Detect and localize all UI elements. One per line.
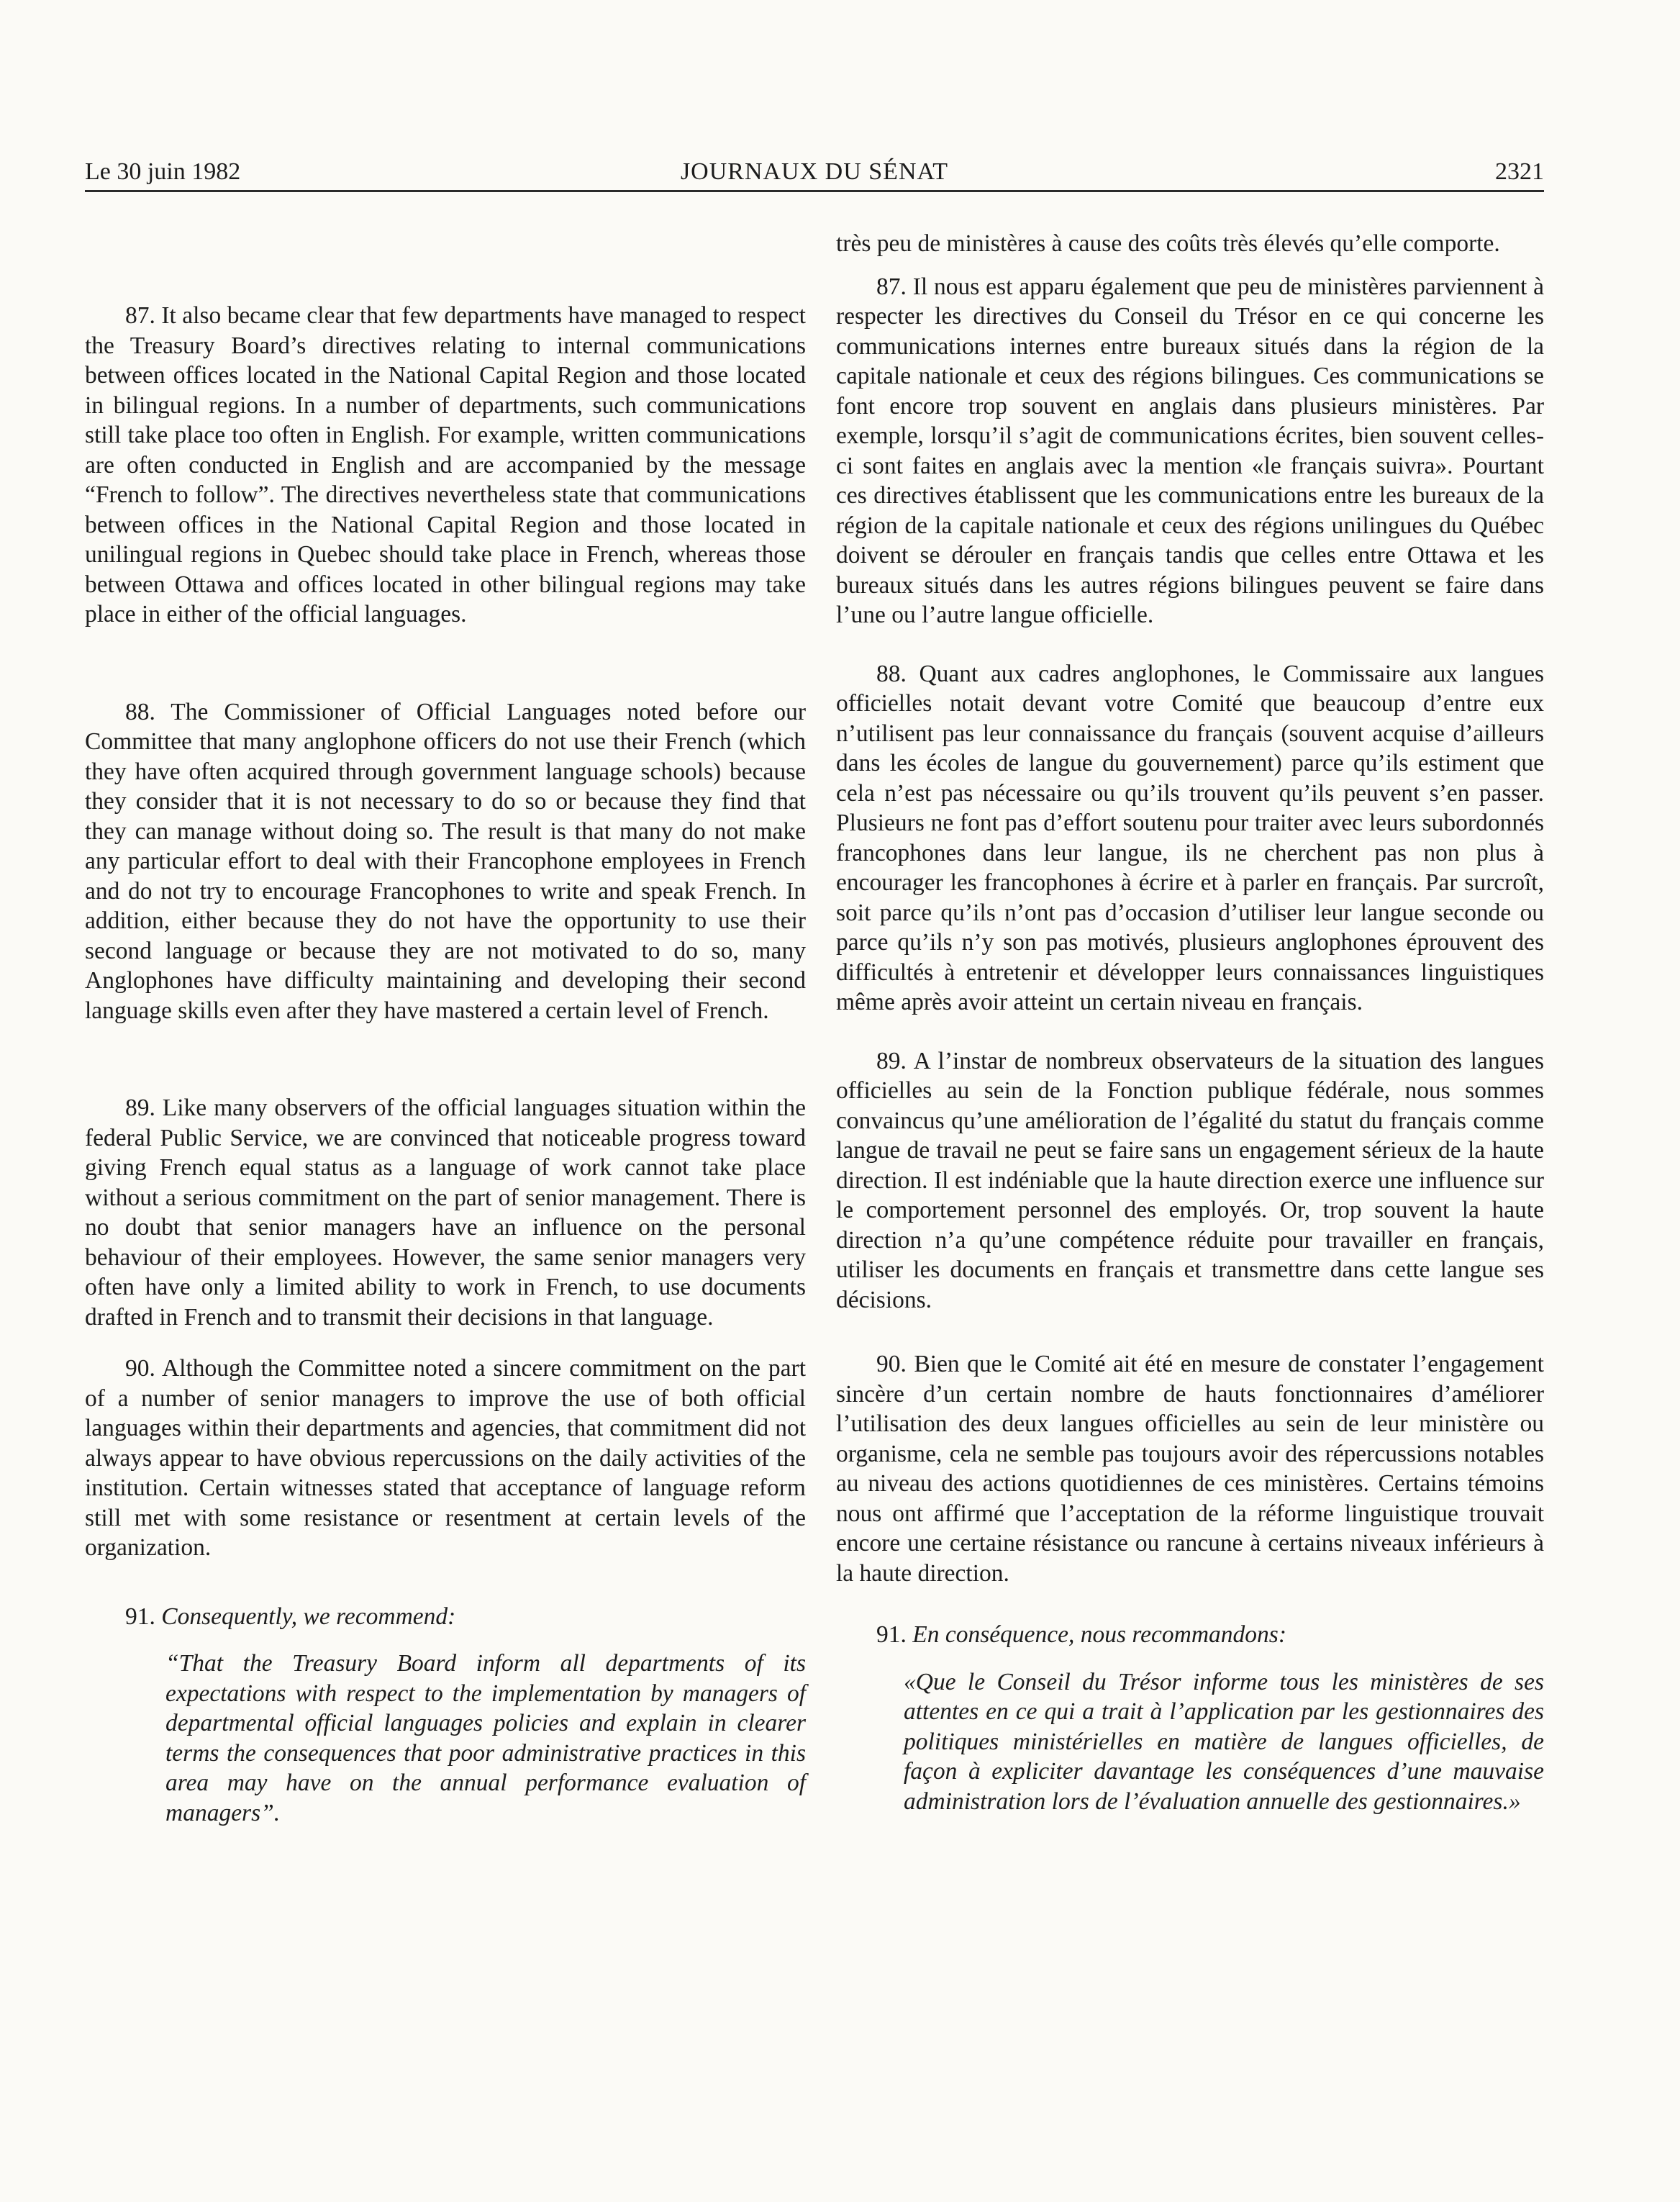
paragraph-88-en: 88. The Commissioner of Official Languages noted before our Committee that many anglophone officers do not use their French (which they have often acquired through government language schools) because they consider that it is not necessary to do so or because they find that they can manage without doing so. The result is that many do not make any particular effort to deal with their Francophone employees in French and do not try to encourage Francophones to write and speak French. In addition, either because they do not have the opportunity to use their second language or because they are not motivated to do so, many Anglophones have difficulty maintaining and developing their second language skills even after they have mastered a certain level of French.: [85, 698, 806, 1024]
paragraph-90-fr: 90. Bien que le Comité ait été en mesure de constater l’engagement sincère d’un certain nombre de hauts fonctionnaires d’améliorer l’utilisation des deux langues officielles au sein de leur ministère ou organisme, cela ne semble pas toujours avoir des répercussions notables au niveau des actions quotidiennes de ces ministères. Certains témoins nous ont affirmé que l’acceptation de la réforme linguistique trouvait encore une certaine résistance ou rancune à certains niveaux inférieurs à la haute direction.: [836, 1351, 1544, 1587]
recommendation-lead-fr: En conséquence, nous recommandons:: [912, 1621, 1286, 1648]
paragraph-90-en: 90. Although the Committee noted a sincere commitment on the part of a number of senior managers to improve the use of both official languages within their departments and agencies, that commitment did not always appear to have obvious repercussions on the daily activities of the institution. Certain witnesses stated that acceptance of language reform still met with some resistance or resentment at certain levels of the organization.: [85, 1355, 806, 1561]
english-column: [85, 229, 806, 1828]
recommendation-quote-en: “That the Treasury Board inform all departments of its expectations with respect to the implementation by managers of departmental official languages policies and explain in clearer terms the consequences that poor administrative practices in this area may have on the annual performance evaluation of managers”.: [165, 1650, 806, 1826]
paragraph-89-en: 89. Like many observers of the official languages situation within the federal Public Service, we are convinced that noticeable progress toward giving French equal status as a language of work cannot take place without a serious commitment on the part of senior management. There is no doubt that senior managers have an influence on the personal behaviour of their employees. However, the same senior managers very often have only a limited ability to work in French, to use documents drafted in French and to transmit their decisions in that language.: [85, 1095, 806, 1331]
french-column: [836, 229, 1544, 1816]
paragraph-91-number-fr: 91.: [876, 1621, 913, 1648]
paragraph-91-en: [85, 1602, 806, 1632]
header-title: JOURNAUX DU SÉNAT: [680, 158, 949, 185]
paragraph-91-fr: [836, 1620, 1544, 1650]
paragraph-89-fr: 89. A l’instar de nombreux observateurs de la situation des langues officielles au sein de la Fonction publique fédérale, nous sommes convaincus qu’une amélioration de l’égalité du statut du français comme langue de travail ne peut se faire sans un engagement sérieux de la haute direction. Il est indéniable que la haute direction exerce une influence sur le comportement personnel des employés. Or, trop souvent la haute direction n’a qu’une compétence réduite pour travailler en français, utiliser les documents en français et transmettre dans cette langue ses décisions.: [836, 1047, 1544, 1313]
header-date: Le 30 juin 1982: [85, 158, 241, 185]
paragraph-91-number-en: 91.: [125, 1603, 162, 1630]
continuation-fr: très peu de ministères à cause des coûts très élevés qu’elle comporte.: [836, 230, 1500, 257]
paragraph-87-en: 87. It also became clear that few departments have managed to respect the Treasury Board’s directives relating to internal communications between offices located in the National Capital Region and those located in bilingual regions. In a number of departments, such communications still take place too often in English. For example, written communications are often conducted in English and are accompanied by the message “French to follow”. The directives nevertheless state that communications between offices in the National Capital Region and those located in unilingual regions in Quebec should take place in French, whereas those between Ottawa and offices located in other bilingual regions may take place in either of the official languages.: [85, 302, 806, 627]
paragraph-88-fr: 88. Quant aux cadres anglophones, le Commissaire aux langues officielles notait devant votre Comité que beaucoup d’entre eux n’utilisent pas leur connaissance du français (souvent acquise d’ailleurs dans les écoles de langue du gouvernement) parce qu’ils estiment que cela n’est pas nécessaire ou qu’ils trouvent qu’ils peuvent s’en passer. Plusieurs ne font pas d’effort soutenu pour traiter avec leurs subordonnés francophones dans leur langue, ils ne cherchent pas non plus à encourager les francophones à écrire et à parler en français. Par surcroît, soit parce qu’ils n’ont pas d’occasion d’utiliser leur langue seconde ou parce qu’ils n’y son pas motivés, plusieurs anglophones éprouvent des difficultés à entretenir et développer leurs connaissances linguistiques même après avoir atteint un certain niveau en français.: [836, 660, 1544, 1015]
page-header: [85, 150, 1544, 192]
paragraph-87-fr: 87. Il nous est apparu également que peu de ministères parviennent à respecter les directives du Conseil du Trésor en ce qui concerne les communications internes entre bureaux situés dans la région de la capitale nationale et ceux des régions bilingues. Ces communications se font encore trop souvent en anglais dans plusieurs ministères. Par exemple, lorsqu’il s’agit de communications écrites, bien souvent celles-ci sont faites en anglais avec la mention «le français suivra». Pourtant ces directives établissent que les communications entre les bureaux de la région de la capitale nationale et ceux des régions unilingues du Québec doivent se dérouler en français tandis que celles entre Ottawa et les bureaux situés dans les autres régions bilingues peuvent se faire dans l’une ou l’autre langue officielle.: [836, 273, 1544, 628]
header-page-number: 2321: [1495, 158, 1544, 185]
recommendation-quote-fr: «Que le Conseil du Trésor informe tous les ministères de ses attentes en ce qui a trait à l’application par les gestionnaires des politiques ministérielles en matière de langues officielles, de façon à expliciter davantage les conséquences d’une mauvaise administration lors de l’évaluation annuelle des gestionnaires.»: [904, 1668, 1544, 1815]
recommendation-lead-en: Consequently, we recommend:: [161, 1603, 456, 1630]
